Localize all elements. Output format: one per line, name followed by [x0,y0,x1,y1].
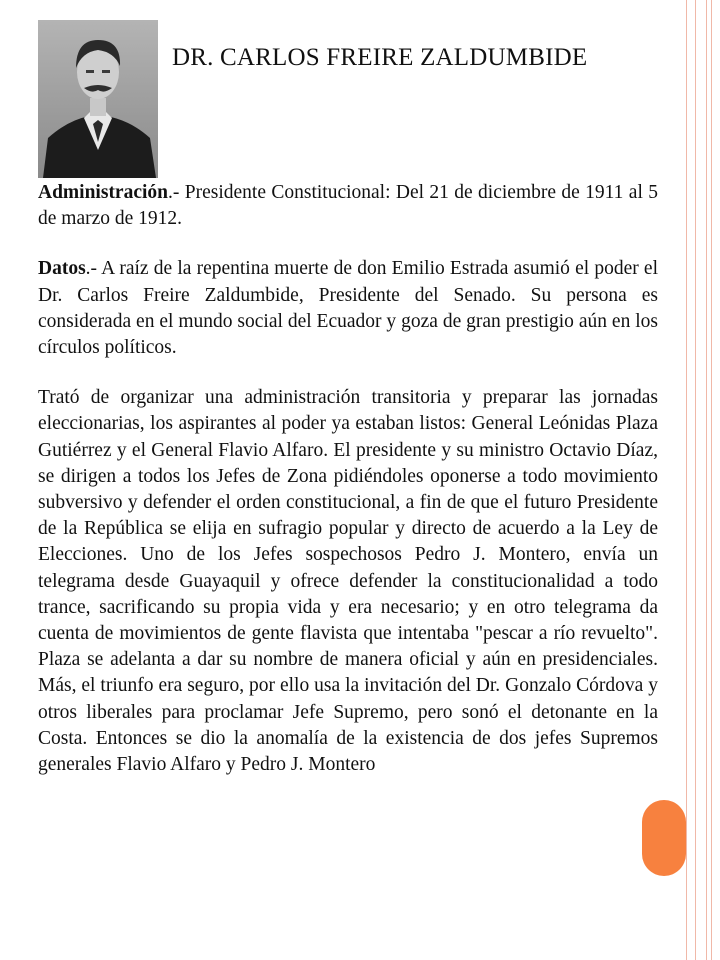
body-paragraph: Trató de organizar una administración transitoria y preparar las jornadas eleccionarias, los aspirantes al poder ya estaban listos: General Leónidas Plaza Gutiérrez y el General Flavio Alfaro. El presidente y su ministro Octavio Díaz, se dirigen a todos los Jefes de Zona pidiéndoles oponerse a todo movimiento subversivo y defender el orden constitucional, a fin de que el futuro Presidente de la República se elija en sufragio popular y directo de acuerdo a la Ley de Elecciones. Uno de los Jefes sospechosos Pedro J. Montero, envía un telegrama desde Guayaquil y ofrece defender la constitucionalidad a todo trance, sacrificando su propia vida y era necesario; y en otro telegrama da cuenta de movimientos de gente flavista que intentaba "pescar a río revuelto". Plaza se adelanta a dar su nombre de manera oficial y aún en presidenciales. Más, el triunfo era seguro, por ello usa la invitación del Dr. Gonzalo Córdova y otros liberales para proclamar Jefe Supremo, pero sonó el detonante en la Costa. Entonces se dio la anomalía de la existencia de dos jefes Supremos generales Flavio Alfaro y Pedro J. Montero [38,387,658,776]
datos-paragraph [38,256,658,361]
main-content [38,180,658,778]
administracion-label: Administración [38,182,169,203]
slide-border-inner [706,0,712,960]
page-title: DR. CARLOS FREIRE ZALDUMBIDE [172,44,588,71]
administracion-paragraph [38,180,658,232]
datos-label: Datos [38,258,86,280]
datos-separator: .- [85,258,98,280]
datos-text: A raíz de la repentina muerte de don Emilio Estrada asumió el poder el Dr. Carlos Freire Zaldumbide, Presidente del Senado. Su persona es considerada en el mundo social del Ecuador y goza de gran prestigio aún en los círculos políticos. [38,258,658,359]
administracion-text: Presidente Constitucional: Del 21 de diciembre de 1911 al 5 de marzo de 1912. [38,182,658,230]
accent-decoration [642,800,686,876]
portrait-image [38,20,158,178]
portrait-photo [38,20,158,178]
slide-border-outer [686,0,696,960]
administracion-separator: .- [168,182,180,203]
